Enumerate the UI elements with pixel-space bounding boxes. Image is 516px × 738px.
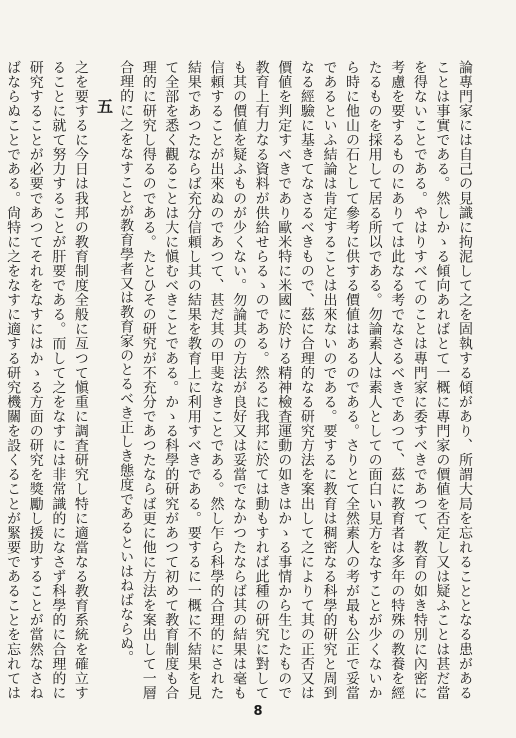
section-heading: 五 bbox=[94, 98, 114, 116]
page-number: 8 bbox=[253, 704, 263, 719]
paragraph: 之を要するに今日は我邦の教育制度全般に亙つて愼重に調査研究し特に適當なる教育系統を確立することに就て努力することが肝要である。而して之をなすには非常識的になさず科學的に合理的に研究することが必要であつてそれをなすにはかゝる方面の研究を獎勵し援助することが當然なさねばならぬことである。尙特に之をなすに適する研究機關を設くることが緊要であることを忘れては bbox=[5, 60, 89, 700]
body-text bbox=[5, 60, 476, 700]
paragraph: 論專門家には自己の見識に拘泥して之を固執する傾があり、所謂大局を忘れることとなる患があることは事實である。然しかゝる傾向あればとて一概に專門家の價値を否定し又は疑ふことは甚だ當を得ないことである。やはりすべてのことは專門家に委すべきであつて、教育の如き特別に內密に考慮を要するものにありては此なる考でなさるべきであつて、茲に教育者は多年の特殊の教養を經たるものを採用して居る所以である。勿論素人は素人としての面白い見方をなすことが少くないから時に他山の石として參考に供する價値はあるのである。さりとて全然素人の考が最も公正で妥當であるといふ結論は肯定することは出來ないのである。要するに教育は稠密なる科學的研究と周到なる經驗に基きてなさるべきもので、茲に合理的なる研究方法を案出して之によりて其の正否又は價値を判定すべきであり歐米特に米國に於ける精神檢査運動の如きはかゝる事情から生じたもので教育上有力なる資料が供給せらるゝのである。然るに我邦に於ては動もすれば此種の研究に對しても其の價値を疑ふものが少くない。勿論其の方法が良好又は妥當でなかつたならば其の結果は毫も信頼することが出來ぬのであつて、甚だ其の甲斐なきことである。然し乍ら科學的合理的にされた結果であつたならば充分信頼し其の結果を教育上に利用すべきである。要するに一概に不結果を見て全部を悉く觀ることは大に愼むべきことである。かゝる科學的研究があつて初めて教育制度も合理的に研究し得るのである。たとひその研究が不充分であつたならば更に他に方法を案出して一層合理的に之をなすことが教育學者又は教育家のとるべき正しき態度であるといはねばならぬ。 bbox=[118, 60, 473, 700]
